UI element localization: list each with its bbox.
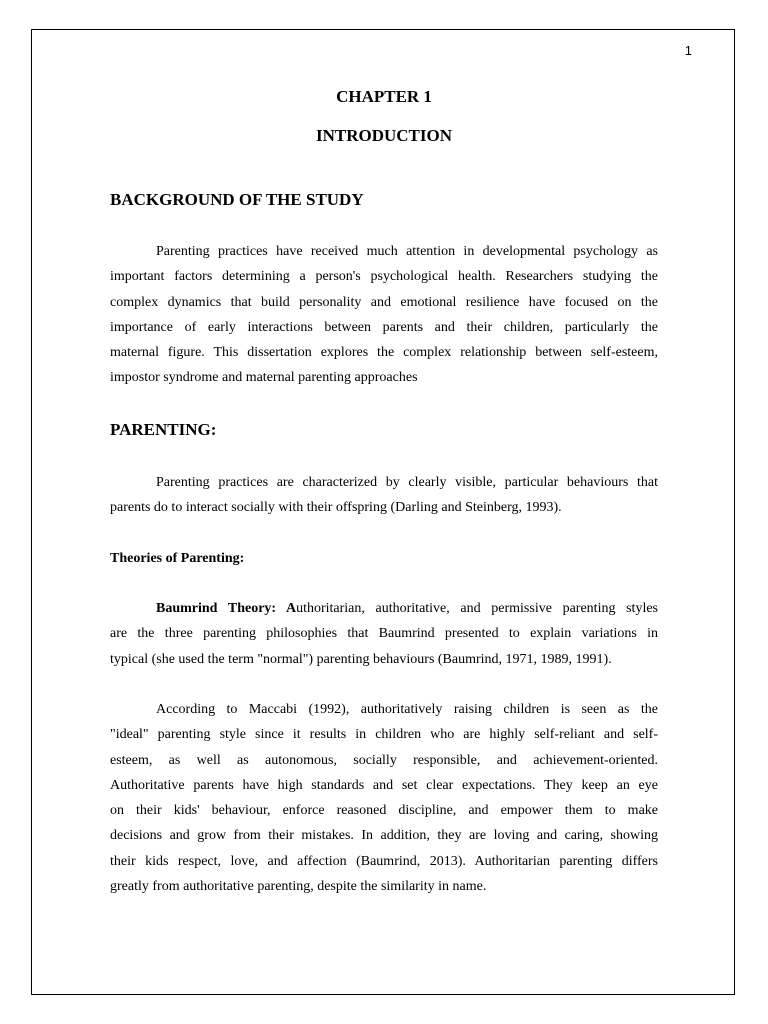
parenting-heading: PARENTING: <box>110 420 217 439</box>
text-line: impostor syndrome and maternal parenting approaches <box>110 370 418 386</box>
text-line: Authoritative parents have high standards and set clear expectations. They keep an eye <box>110 777 658 793</box>
baumrind-paragraph <box>110 596 658 672</box>
text-line: greatly from authoritative parenting, despite the similarity in name. <box>110 879 487 895</box>
maccabi-paragraph <box>110 697 658 899</box>
baumrind-lead: Baumrind Theory: A <box>156 601 297 616</box>
text-line: on their kids' behaviour, enforce reasoned discipline, and empower them to make <box>110 803 658 819</box>
text-line: Parenting practices are characterized by clearly visible, particular behaviours that <box>156 475 658 490</box>
background-heading: BACKGROUND OF THE STUDY <box>110 190 364 209</box>
parenting-paragraph <box>110 470 658 521</box>
text-line: important factors determining a person's psychological health. Researchers studying the <box>110 269 658 285</box>
text-line: esteem, as well as autonomous, socially responsible, and achievement-oriented. <box>110 752 658 768</box>
theories-heading: Theories of Parenting: <box>110 551 245 566</box>
text-line: "ideal" parenting style since it results in children who are highly self-reliant and self- <box>110 727 658 743</box>
text-line: decisions and grow from their mistakes. In addition, they are loving and caring, showing <box>110 828 658 844</box>
text-line: are the three parenting philosophies that Baumrind presented to explain variations in <box>110 626 658 642</box>
text-line: their kids respect, love, and affection (Baumrind, 2013). Authoritarian parenting differs <box>110 853 658 869</box>
chapter-title: INTRODUCTION <box>315 126 453 145</box>
text-line <box>110 596 658 621</box>
page-number: 1 <box>684 43 692 58</box>
chapter-heading: CHAPTER 1 <box>336 87 432 106</box>
text-line: typical (she used the term "normal") parenting behaviours (Baumrind, 1971, 1989, 1991). <box>110 651 612 667</box>
text-line: Parenting practices have received much attention in developmental psychology as <box>156 244 658 259</box>
text-line: importance of early interactions between parents and their children, particularly the <box>110 319 658 335</box>
text-line: parents do to interact socially with their offspring (Darling and Steinberg, 1993). <box>110 500 562 516</box>
text-line: complex dynamics that build personality and emotional resilience have focused on the <box>110 294 658 310</box>
background-paragraph <box>110 239 658 391</box>
text-line: According to Maccabi (1992), authoritatively raising children is seen as the <box>156 702 658 717</box>
text-run: uthoritarian, authoritative, and permissive parenting styles <box>296 601 658 616</box>
text-line: maternal figure. This dissertation explores the complex relationship between self-esteem, <box>110 345 658 361</box>
